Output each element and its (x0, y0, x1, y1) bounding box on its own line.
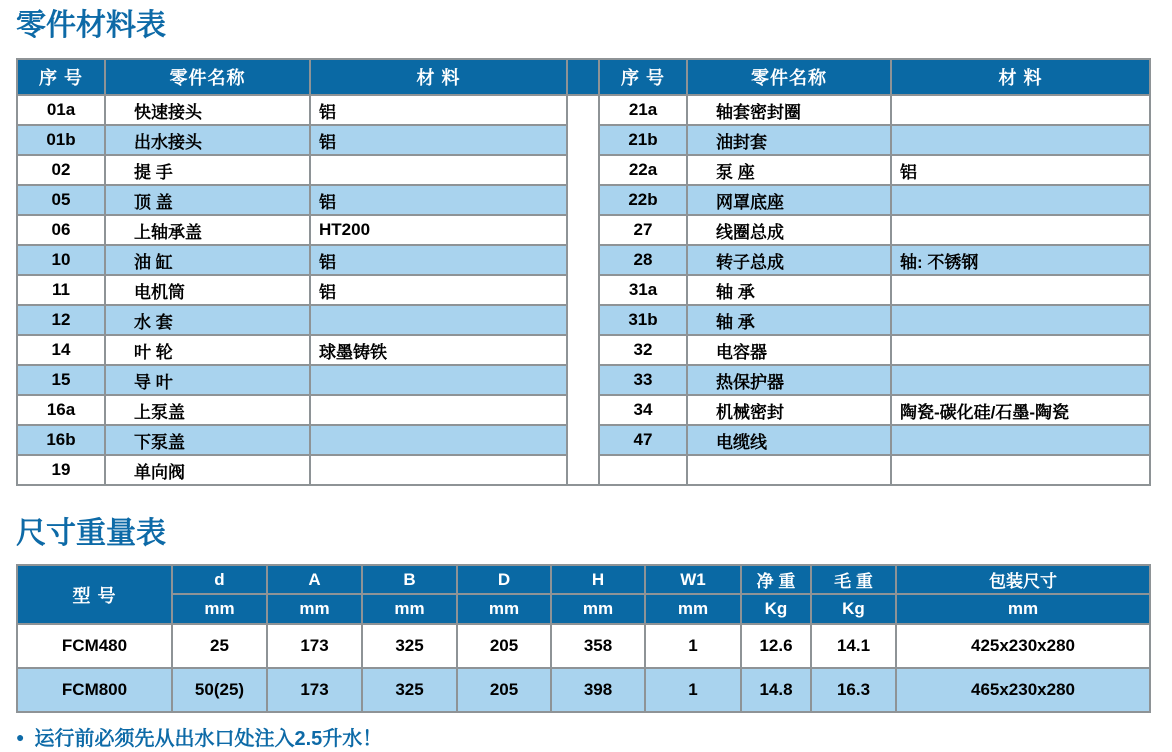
part-material (310, 425, 567, 455)
part-material (891, 455, 1150, 485)
part-material: 陶瓷-碳化硅/石墨-陶瓷 (891, 395, 1150, 425)
part-name: 转子总成 (687, 245, 891, 275)
col-header-name: 零件名称 (105, 59, 310, 95)
part-name: 下泵盖 (105, 425, 310, 455)
value-cell: 14.8 (741, 668, 811, 712)
part-material (891, 365, 1150, 395)
part-no: 28 (599, 245, 687, 275)
value-cell: 173 (267, 668, 362, 712)
part-material (891, 425, 1150, 455)
part-no (599, 455, 687, 485)
part-name: 轴 承 (687, 275, 891, 305)
col-unit: mm (362, 594, 457, 624)
col-header-b: B (362, 565, 457, 594)
part-no: 27 (599, 215, 687, 245)
value-cell: 14.1 (811, 624, 896, 668)
part-name: 网罩底座 (687, 185, 891, 215)
col-unit: Kg (741, 594, 811, 624)
part-name: 提 手 (105, 155, 310, 185)
value-cell: 12.6 (741, 624, 811, 668)
col-unit: mm (267, 594, 362, 624)
part-no: 21b (599, 125, 687, 155)
col-header-d: d (172, 565, 267, 594)
part-material: HT200 (310, 215, 567, 245)
col-header-material: 材 料 (310, 59, 567, 95)
part-no: 06 (17, 215, 105, 245)
value-cell: 398 (551, 668, 645, 712)
part-material (891, 335, 1150, 365)
part-material (891, 125, 1150, 155)
col-unit: mm (457, 594, 551, 624)
part-material (891, 95, 1150, 125)
value-cell: 1 (645, 668, 741, 712)
part-name: 油封套 (687, 125, 891, 155)
value-cell: 358 (551, 624, 645, 668)
part-material (310, 305, 567, 335)
part-material: 铝 (891, 155, 1150, 185)
part-material: 轴: 不锈钢 (891, 245, 1150, 275)
part-no: 22a (599, 155, 687, 185)
model-cell: FCM480 (17, 624, 172, 668)
part-no: 16b (17, 425, 105, 455)
parts-table-title: 零件材料表 (16, 9, 166, 42)
part-name: 泵 座 (687, 155, 891, 185)
model-cell: FCM800 (17, 668, 172, 712)
value-cell: 50(25) (172, 668, 267, 712)
part-no: 01b (17, 125, 105, 155)
part-material (891, 215, 1150, 245)
col-header-a: A (267, 565, 362, 594)
col-header-h: H (551, 565, 645, 594)
part-no: 31b (599, 305, 687, 335)
col-header-gross-weight: 毛 重 (811, 565, 896, 594)
part-no: 19 (17, 455, 105, 485)
part-no: 21a (599, 95, 687, 125)
part-name: 轴 承 (687, 305, 891, 335)
part-name (687, 455, 891, 485)
part-material (310, 155, 567, 185)
col-header-package-size: 包装尺寸 (896, 565, 1150, 594)
part-no: 32 (599, 335, 687, 365)
col-header-material: 材 料 (891, 59, 1150, 95)
part-no: 11 (17, 275, 105, 305)
part-material (891, 275, 1150, 305)
part-name: 电容器 (687, 335, 891, 365)
gap-column-header (567, 59, 599, 95)
col-unit: mm (645, 594, 741, 624)
note-text: 运行前必须先从出水口处注入2.5升水！ (34, 728, 383, 750)
col-unit: mm (172, 594, 267, 624)
part-name: 导 叶 (105, 365, 310, 395)
part-no: 33 (599, 365, 687, 395)
dimensions-table-title: 尺寸重量表 (16, 517, 166, 550)
value-cell: 325 (362, 624, 457, 668)
part-material (310, 395, 567, 425)
part-name: 电机筒 (105, 275, 310, 305)
value-cell: 16.3 (811, 668, 896, 712)
table-row (17, 95, 1150, 125)
note (16, 727, 1156, 752)
col-header-net-weight: 净 重 (741, 565, 811, 594)
part-material (891, 305, 1150, 335)
col-header-dd: D (457, 565, 551, 594)
part-material (891, 185, 1150, 215)
col-unit: Kg (811, 594, 896, 624)
part-no: 31a (599, 275, 687, 305)
part-name: 热保护器 (687, 365, 891, 395)
part-material: 球墨铸铁 (310, 335, 567, 365)
dimensions-table (16, 564, 1151, 713)
value-cell: 205 (457, 624, 551, 668)
part-no: 05 (17, 185, 105, 215)
part-name: 电缆线 (687, 425, 891, 455)
part-material: 铝 (310, 95, 567, 125)
part-no: 47 (599, 425, 687, 455)
part-name: 快速接头 (105, 95, 310, 125)
value-cell: 425x230x280 (896, 624, 1150, 668)
part-material: 铝 (310, 275, 567, 305)
value-cell: 465x230x280 (896, 668, 1150, 712)
table-row (17, 624, 1150, 668)
part-no: 12 (17, 305, 105, 335)
part-no: 01a (17, 95, 105, 125)
part-no: 14 (17, 335, 105, 365)
part-no: 10 (17, 245, 105, 275)
value-cell: 173 (267, 624, 362, 668)
part-no: 02 (17, 155, 105, 185)
value-cell: 25 (172, 624, 267, 668)
col-unit: mm (896, 594, 1150, 624)
col-unit: mm (551, 594, 645, 624)
table-row (17, 668, 1150, 712)
col-header-no: 序 号 (17, 59, 105, 95)
part-name: 轴套密封圈 (687, 95, 891, 125)
part-name: 单向阀 (105, 455, 310, 485)
part-material: 铝 (310, 125, 567, 155)
gap-column (567, 95, 599, 485)
part-name: 上轴承盖 (105, 215, 310, 245)
part-no: 16a (17, 395, 105, 425)
part-no: 34 (599, 395, 687, 425)
part-name: 水 套 (105, 305, 310, 335)
part-name: 出水接头 (105, 125, 310, 155)
value-cell: 1 (645, 624, 741, 668)
dims-header-row (17, 565, 1150, 594)
part-material: 铝 (310, 185, 567, 215)
dims-unit-row (17, 594, 1150, 624)
part-material (310, 455, 567, 485)
parts-header-row (17, 59, 1150, 95)
col-header-model: 型 号 (17, 565, 172, 624)
parts-table (16, 58, 1151, 486)
col-header-no: 序 号 (599, 59, 687, 95)
value-cell: 325 (362, 668, 457, 712)
col-header-name: 零件名称 (687, 59, 891, 95)
part-material (310, 365, 567, 395)
part-name: 顶 盖 (105, 185, 310, 215)
value-cell: 205 (457, 668, 551, 712)
part-name: 油 缸 (105, 245, 310, 275)
part-name: 机械密封 (687, 395, 891, 425)
part-no: 22b (599, 185, 687, 215)
part-material: 铝 (310, 245, 567, 275)
bullet-icon: ● (16, 729, 25, 745)
part-name: 线圈总成 (687, 215, 891, 245)
part-name: 上泵盖 (105, 395, 310, 425)
col-header-w1: W1 (645, 565, 741, 594)
part-name: 叶 轮 (105, 335, 310, 365)
part-no: 15 (17, 365, 105, 395)
